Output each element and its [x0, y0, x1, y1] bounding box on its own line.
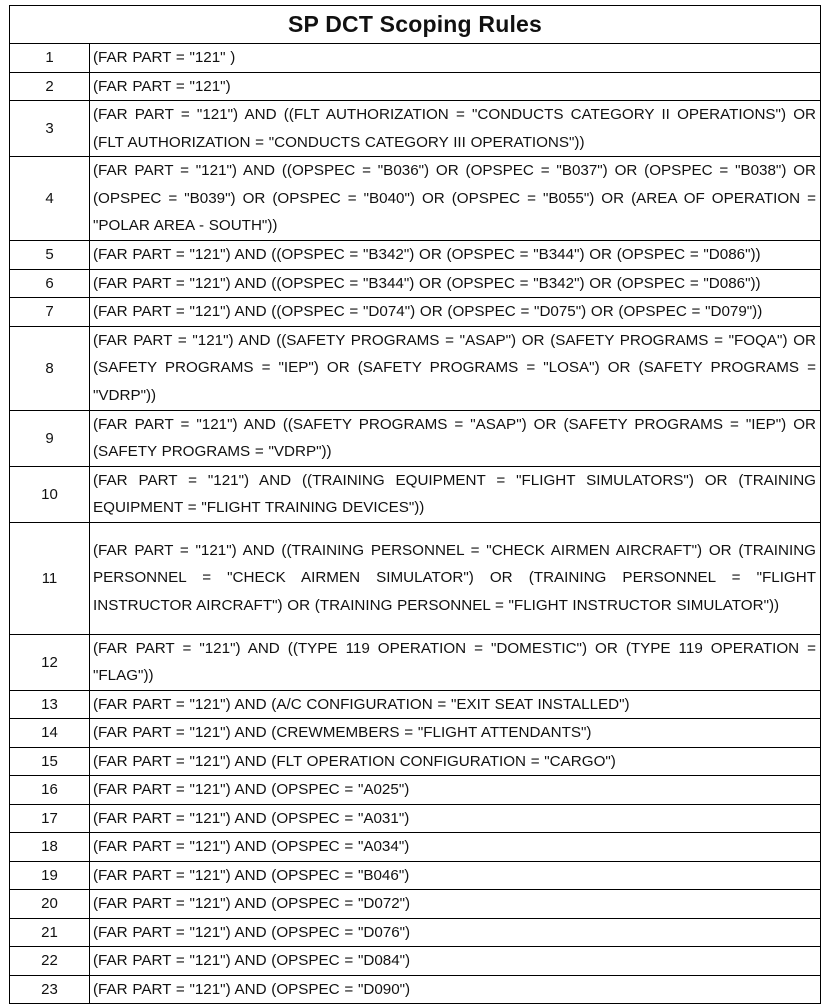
table-row — [10, 157, 821, 241]
table-row — [10, 861, 821, 890]
table-row — [10, 975, 821, 1004]
table-row — [10, 326, 821, 410]
rule-expression: (FAR PART = "121") AND (OPSPEC = "D090") — [90, 975, 821, 1004]
table-row — [10, 890, 821, 919]
table-row — [10, 947, 821, 976]
table-row — [10, 44, 821, 73]
rule-number: 12 — [10, 634, 90, 690]
scoping-rules-sheet — [9, 5, 820, 1004]
rule-expression: (FAR PART = "121") AND (OPSPEC = "A025") — [90, 776, 821, 805]
rule-number: 2 — [10, 72, 90, 101]
rule-expression: (FAR PART = "121") AND ((OPSPEC = "B342") OR (OPSPEC = "B344") OR (OPSPEC = "D086")) — [90, 241, 821, 270]
rule-number: 13 — [10, 690, 90, 719]
rule-expression: (FAR PART = "121") AND ((TRAINING EQUIPMENT = "FLIGHT SIMULATORS") OR (TRAINING EQUIPMENT = "FLIGHT TRAINING DEVICES")) — [90, 466, 821, 522]
table-row — [10, 776, 821, 805]
table-row — [10, 918, 821, 947]
rule-expression: (FAR PART = "121") AND ((TRAINING PERSONNEL = "CHECK AIRMEN AIRCRAFT") OR (TRAINING PERSONNEL = "CHECK AIRMEN SIMULATOR") OR (TRAINING PERSONNEL = "FLIGHT INSTRUCTOR AIRCRAFT") OR (TRAINING PERSONNEL = "FLIGHT INSTRUCTOR SIMULATOR")) — [90, 522, 821, 634]
table-title: SP DCT Scoping Rules — [10, 6, 821, 44]
rule-expression: (FAR PART = "121" ) — [90, 44, 821, 73]
rule-expression: (FAR PART = "121") AND ((OPSPEC = "B344") OR (OPSPEC = "B342") OR (OPSPEC = "D086")) — [90, 269, 821, 298]
rule-number: 3 — [10, 101, 90, 157]
rule-number: 9 — [10, 410, 90, 466]
table-row — [10, 522, 821, 634]
rule-number: 6 — [10, 269, 90, 298]
rule-number: 14 — [10, 719, 90, 748]
table-row — [10, 269, 821, 298]
rule-number: 17 — [10, 804, 90, 833]
rule-expression: (FAR PART = "121") — [90, 72, 821, 101]
table-row — [10, 804, 821, 833]
rule-expression: (FAR PART = "121") AND (OPSPEC = "D084") — [90, 947, 821, 976]
rule-number: 8 — [10, 326, 90, 410]
rule-number: 15 — [10, 747, 90, 776]
rule-number: 4 — [10, 157, 90, 241]
rule-number: 23 — [10, 975, 90, 1004]
rule-expression: (FAR PART = "121") AND (A/C CONFIGURATION = "EXIT SEAT INSTALLED") — [90, 690, 821, 719]
rule-expression: (FAR PART = "121") AND ((TYPE 119 OPERATION = "DOMESTIC") OR (TYPE 119 OPERATION = "FLAG")) — [90, 634, 821, 690]
scoping-rules-table — [9, 5, 821, 1004]
table-row — [10, 833, 821, 862]
table-row — [10, 466, 821, 522]
rule-number: 7 — [10, 298, 90, 327]
table-row — [10, 690, 821, 719]
table-row — [10, 747, 821, 776]
rule-number: 22 — [10, 947, 90, 976]
rule-expression: (FAR PART = "121") AND ((SAFETY PROGRAMS = "ASAP") OR (SAFETY PROGRAMS = "IEP") OR (SAFETY PROGRAMS = "VDRP")) — [90, 410, 821, 466]
table-row — [10, 101, 821, 157]
rule-number: 16 — [10, 776, 90, 805]
table-row — [10, 634, 821, 690]
rule-expression: (FAR PART = "121") AND (OPSPEC = "A034") — [90, 833, 821, 862]
rule-expression: (FAR PART = "121") AND ((FLT AUTHORIZATION = "CONDUCTS CATEGORY II OPERATIONS") OR (FLT AUTHORIZATION = "CONDUCTS CATEGORY III OPERATIONS")) — [90, 101, 821, 157]
table-row — [10, 72, 821, 101]
rule-expression: (FAR PART = "121") AND (FLT OPERATION CONFIGURATION = "CARGO") — [90, 747, 821, 776]
table-row — [10, 298, 821, 327]
rule-expression: (FAR PART = "121") AND (CREWMEMBERS = "FLIGHT ATTENDANTS") — [90, 719, 821, 748]
table-row — [10, 241, 821, 270]
rule-number: 20 — [10, 890, 90, 919]
rule-expression: (FAR PART = "121") AND (OPSPEC = "B046") — [90, 861, 821, 890]
rule-number: 5 — [10, 241, 90, 270]
rule-expression: (FAR PART = "121") AND ((OPSPEC = "B036") OR (OPSPEC = "B037") OR (OPSPEC = "B038") OR (OPSPEC = "B039") OR (OPSPEC = "B040") OR (OPSPEC = "B055") OR (AREA OF OPERATION = "POLAR AREA - SOUTH")) — [90, 157, 821, 241]
rule-number: 1 — [10, 44, 90, 73]
table-row — [10, 719, 821, 748]
rule-number: 18 — [10, 833, 90, 862]
rule-expression: (FAR PART = "121") AND ((SAFETY PROGRAMS = "ASAP") OR (SAFETY PROGRAMS = "FOQA") OR (SAFETY PROGRAMS = "IEP") OR (SAFETY PROGRAMS = "LOSA") OR (SAFETY PROGRAMS = "VDRP")) — [90, 326, 821, 410]
rule-number: 19 — [10, 861, 90, 890]
rule-expression: (FAR PART = "121") AND ((OPSPEC = "D074") OR (OPSPEC = "D075") OR (OPSPEC = "D079")) — [90, 298, 821, 327]
rule-number: 21 — [10, 918, 90, 947]
rule-expression: (FAR PART = "121") AND (OPSPEC = "D072") — [90, 890, 821, 919]
rule-expression: (FAR PART = "121") AND (OPSPEC = "D076") — [90, 918, 821, 947]
rule-expression: (FAR PART = "121") AND (OPSPEC = "A031") — [90, 804, 821, 833]
rule-number: 10 — [10, 466, 90, 522]
rule-number: 11 — [10, 522, 90, 634]
table-row — [10, 410, 821, 466]
